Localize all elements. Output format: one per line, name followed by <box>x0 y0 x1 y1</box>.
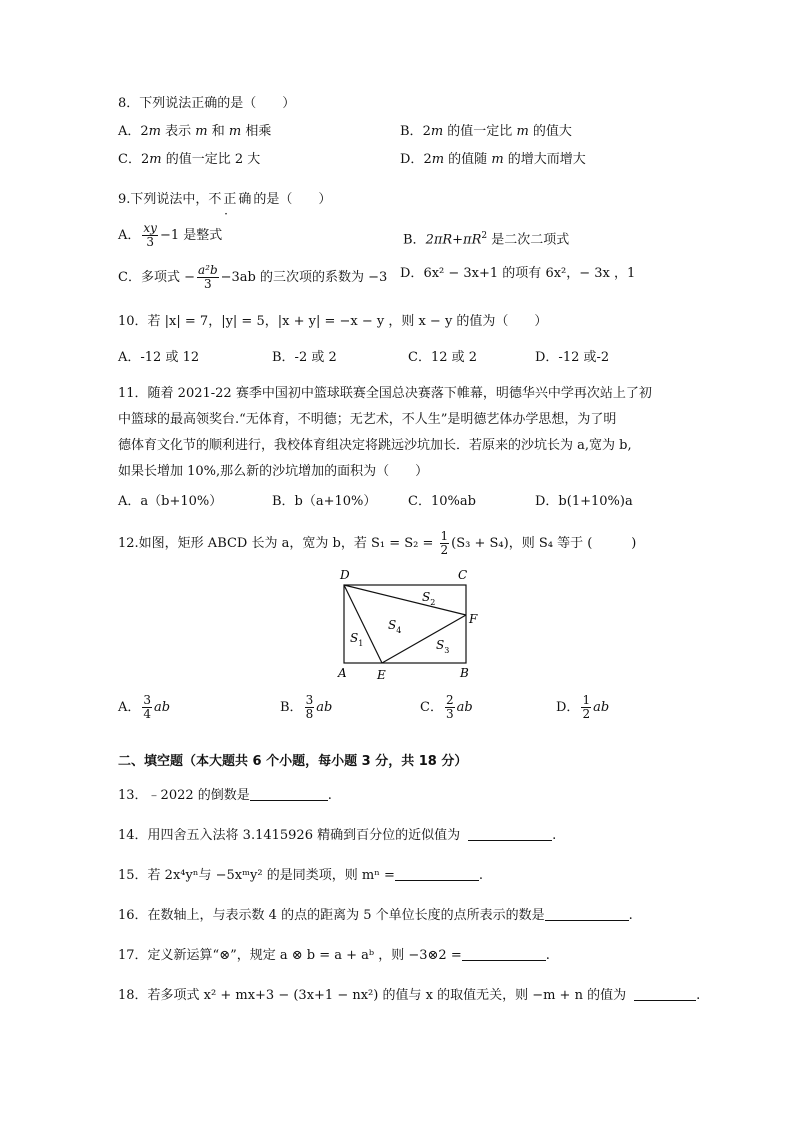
q8-stem: 8．下列说法正确的是（ ） <box>118 96 296 111</box>
fraction: $\frac{3}{4}$ <box>143 693 152 721</box>
q10-stem: 10．若 |x| = 7，|y| = 5，|x + y| = −x − y ，则 x − y 的值为（ ） <box>118 314 548 329</box>
q10-option-b[interactable]: B．-2 或 2 <box>272 350 337 365</box>
q16-line: 16．在数轴上，与表示数 4 的点的距离为 5 个单位长度的点所表示的数是 . <box>118 908 633 923</box>
q8-option-b[interactable]: B．2m 的值一定比 m 的值大 <box>400 124 572 139</box>
q10-option-a[interactable]: A．-12 或 12 <box>118 350 200 365</box>
q13-answer-blank[interactable] <box>250 786 328 801</box>
q12-option-c[interactable]: C． $\frac{2}{3}$ ab <box>420 693 473 721</box>
q11-line-4: 如果长增加 10%,那么新的沙坑增加的面积为（ ） <box>118 464 429 479</box>
q17-answer-blank[interactable] <box>462 946 546 961</box>
q9-option-c[interactable]: C．多项式 − $\frac{\text{a²b}}{3}$ −3ab 的三次项的系数为 −3 <box>118 263 388 291</box>
q18-answer-blank[interactable] <box>634 986 696 1001</box>
q11-option-a[interactable]: A．a（b+10%） <box>118 494 223 509</box>
q9-emphasis: 不正确 <box>208 192 254 207</box>
q11-option-c[interactable]: C．10%ab <box>408 494 476 509</box>
q18-line: 18．若多项式 x² + mx+3 − (3x+1 − nx²) 的值与 x 的取值无关，则 −m + n 的值为 . <box>118 988 701 1003</box>
q8-option-d[interactable]: D．2m 的值随 m 的增大而增大 <box>400 152 586 167</box>
q12-option-d[interactable]: D． $\frac{1}{2}$ ab <box>556 693 610 721</box>
q12-stem: 12.如图，矩形 ABCD 长为 a，宽为 b，若 S₁ = S₂ = $\frac{1}{2}$ (S₃ + S₄)，则 S₄ 等于 ( ) <box>118 529 637 557</box>
q11-line-2: 中篮球的最高领奖台.“无体育，不明德；无艺术，不人生”是明德艺体办学思想，为了明 <box>118 412 617 427</box>
q14-line: 14．用四舍五入法将 3.1415926 精确到百分位的近似值为 . <box>118 828 557 843</box>
q14-answer-blank[interactable] <box>468 826 552 841</box>
q15-answer-blank[interactable] <box>395 866 479 881</box>
label-s1: $S_1$ <box>350 631 364 648</box>
q9-option-b[interactable]: B．$2\pi R+\pi R^2$ 是二次二项式 <box>403 231 570 248</box>
label-b: B <box>460 666 469 680</box>
q11-line-3: 德体育文化节的顺利进行，我校体育组决定将跳远沙坑加长．若原来的沙坑长为 a,宽为 b, <box>118 438 632 453</box>
q9-option-a[interactable]: A． $\frac{xy}{3}$ −1 是整式 <box>118 221 223 249</box>
q8-option-a[interactable]: A．2m 表示 m 和 m 相乘 <box>118 124 272 139</box>
q16-answer-blank[interactable] <box>545 906 629 921</box>
q12-option-b[interactable]: B． $\frac{3}{8}$ ab <box>280 693 333 721</box>
fraction: $\frac{1}{2}$ <box>440 529 449 557</box>
label-s2: $S_2$ <box>422 590 436 607</box>
q17-line: 17．定义新运算“⊗”，规定 a ⊗ b = a + aᵇ ，则 −3⊗2 = . <box>118 948 550 963</box>
label-s3: $S_3$ <box>436 638 450 655</box>
q12-option-a[interactable]: A． $\frac{3}{4}$ ab <box>118 693 171 721</box>
label-c: C <box>458 568 468 582</box>
q13-line: 13．﹣2022 的倒数是 . <box>118 788 332 803</box>
fraction: $\frac{2}{3}$ <box>445 693 454 721</box>
label-s4: $S_4$ <box>388 618 402 635</box>
q11-option-d[interactable]: D．b(1+10%)a <box>535 494 633 509</box>
label-f: F <box>469 612 478 626</box>
segment-df <box>344 585 466 615</box>
fraction: $\frac{1}{2}$ <box>582 693 591 721</box>
fraction: $\frac{xy}{3}$ <box>143 221 157 249</box>
q15-line: 15．若 2x⁴yⁿ与 −5xᵐy² 的是同类项，则 mⁿ = . <box>118 868 483 883</box>
fraction: $\frac{\text{a²b}}{3}$ <box>197 263 218 291</box>
rectangle-figure <box>330 565 490 685</box>
segment-de <box>344 585 382 663</box>
q9-stem: 9.下列说法中，不正确的是（ ） <box>118 192 332 207</box>
q11-line-1: 11．随着 2021-22 赛季中国初中篮球联赛全国总决赛落下帷幕，明德华兴中学再次站上了初 <box>118 386 652 401</box>
q9-option-d[interactable]: D．6x² − 3x+1 的项有 6x²，− 3x ，1 <box>400 266 636 281</box>
label-e: E <box>377 668 386 682</box>
q10-option-c[interactable]: C．12 或 2 <box>408 350 478 365</box>
q10-option-d[interactable]: D．-12 或-2 <box>535 350 610 365</box>
fraction: $\frac{3}{8}$ <box>305 693 314 721</box>
q11-option-b[interactable]: B．b（a+10%） <box>272 494 377 509</box>
label-a: A <box>338 666 347 680</box>
q8-option-c[interactable]: C．2m 的值一定比 2 大 <box>118 152 261 167</box>
section-heading: 二、填空题（本大题共 6 个小题，每小题 3 分，共 18 分） <box>118 754 468 769</box>
label-d: D <box>340 568 350 582</box>
